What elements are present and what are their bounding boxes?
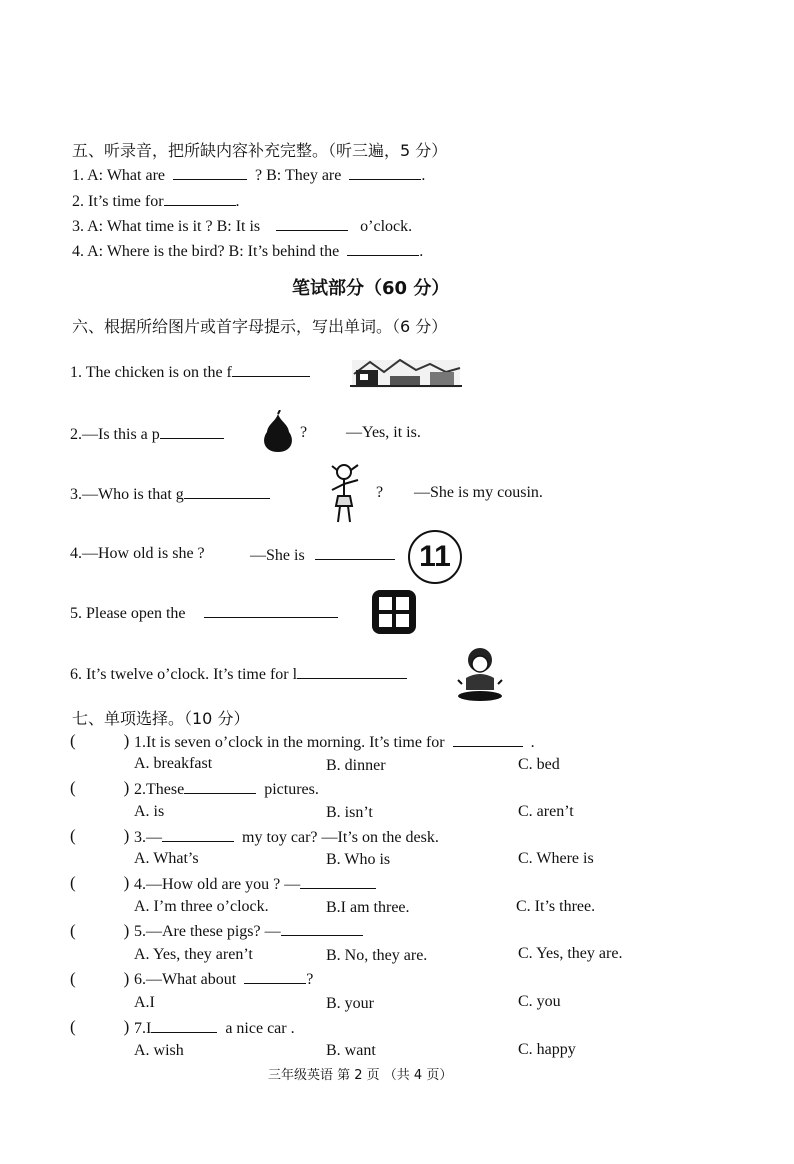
s7-q7-end: a nice car .: [225, 1020, 295, 1037]
option-c[interactable]: C. Where is: [518, 850, 594, 867]
option-c[interactable]: C. happy: [518, 1041, 576, 1058]
pear-icon: [258, 410, 298, 454]
answer-blank[interactable]: [453, 732, 523, 747]
s5-question-4: [72, 241, 423, 261]
s5-q2-end: .: [235, 193, 240, 210]
answer-paren[interactable]: [70, 969, 129, 989]
paren-close: ): [123, 778, 130, 797]
s6-q3-text: 3.—Who is that g: [70, 486, 184, 503]
s6-question-1: [70, 362, 310, 382]
answer-blank[interactable]: [315, 545, 395, 560]
section-5-header: 五、听录音，把所缺内容补充完整。（听三遍，5 分）: [72, 141, 448, 160]
s7-q4-num: 4.: [134, 876, 146, 893]
page-footer: 三年级英语 第 2 页 （共 4 页）: [268, 1068, 453, 1083]
answer-blank[interactable]: [281, 921, 363, 936]
answer-blank[interactable]: [276, 216, 348, 231]
option-a[interactable]: A. is: [134, 803, 165, 820]
paren-close: ): [123, 969, 130, 988]
paren-close: ): [123, 873, 130, 892]
s7-q1-num: 1.: [134, 734, 146, 751]
paren-open: (: [70, 1017, 76, 1036]
s6-question-5: [70, 603, 338, 623]
s7-q6-num: 6.: [134, 971, 146, 988]
s7-q6-stem: —What about: [146, 971, 237, 988]
s5-q4-text: 4. A: Where is the bird? B: It’s behind the: [72, 243, 340, 260]
s5-q3-text: 3. A: What time is it ? B: It is: [72, 218, 261, 235]
answer-paren[interactable]: [70, 826, 129, 846]
s6-q4-answer: [250, 545, 395, 565]
answer-blank[interactable]: [347, 241, 419, 256]
s7-question-3: [134, 827, 439, 847]
girl-icon: [326, 462, 364, 526]
answer-blank[interactable]: [164, 191, 236, 206]
s6-q4-answer-text: —She is: [250, 547, 305, 564]
s6-q2-mark: ?: [300, 424, 308, 441]
window-icon: [368, 586, 420, 638]
s6-q2-text: 2.—Is this a p: [70, 426, 160, 443]
s6-q4-text: 4.—How old is she ?: [70, 545, 205, 562]
s6-q3-answer: —She is my cousin.: [414, 484, 543, 501]
s6-q1-text: 1. The chicken is on the f: [70, 364, 232, 381]
s6-q3-mark: ?: [376, 484, 384, 501]
s7-q2-stem: These: [146, 781, 185, 798]
option-a[interactable]: A. I’m three o’clock.: [134, 898, 269, 915]
paren-open: (: [70, 778, 76, 797]
s6-q2-answer: —Yes, it is.: [346, 424, 421, 441]
option-a[interactable]: A. breakfast: [134, 755, 213, 772]
answer-blank[interactable]: [244, 969, 306, 984]
s7-q3-stem: —: [146, 829, 162, 846]
s7-question-5: [134, 921, 363, 941]
s7-q3-end: my toy car? —It’s on the desk.: [242, 829, 439, 846]
s5-q3-text-b: o’clock.: [360, 218, 413, 235]
s6-q5-text: 5. Please open the: [70, 605, 186, 622]
paren-close: ): [123, 921, 130, 940]
paren-open: (: [70, 731, 76, 750]
answer-blank[interactable]: [162, 827, 234, 842]
s7-q4-stem: —How old are you ? —: [146, 876, 301, 893]
option-c[interactable]: C. Yes, they are.: [518, 945, 623, 962]
s7-q7-stem: I: [146, 1020, 152, 1037]
answer-blank[interactable]: [151, 1018, 217, 1033]
option-a[interactable]: A. Yes, they aren’t: [134, 946, 253, 963]
s5-question-1: [72, 165, 425, 185]
answer-blank[interactable]: [204, 603, 338, 618]
option-b[interactable]: B. your: [326, 995, 374, 1012]
s7-q2-end: pictures.: [264, 781, 319, 798]
s5-q1-end: .: [421, 167, 426, 184]
s6-question-2: [70, 424, 224, 444]
s7-q1-stem: It is seven o’clock in the morning. It’s time for: [146, 734, 445, 751]
s6-question-6: [70, 664, 407, 684]
farm-icon: [350, 352, 462, 392]
s7-q3-num: 3.: [134, 829, 146, 846]
lunch-icon: [454, 644, 510, 706]
option-a[interactable]: A. wish: [134, 1042, 184, 1059]
answer-paren[interactable]: [70, 731, 129, 751]
option-c[interactable]: C. aren’t: [518, 803, 574, 820]
s6-question-3: [70, 484, 270, 504]
option-c[interactable]: C. bed: [518, 756, 560, 773]
s7-q5-stem: —Are these pigs? —: [146, 923, 281, 940]
paren-open: (: [70, 969, 76, 988]
s5-q1-text: 1. A: What are: [72, 167, 166, 184]
s7-question-1: [134, 732, 535, 752]
option-a[interactable]: A. What’s: [134, 850, 199, 867]
s5-question-2: [72, 191, 240, 211]
paren-open: (: [70, 921, 76, 940]
answer-paren[interactable]: [70, 1017, 129, 1037]
s5-q2-text: 2. It’s time for: [72, 193, 164, 210]
paren-open: (: [70, 826, 76, 845]
section-7-header: 七、单项选择。（10 分）: [72, 709, 250, 728]
number-eleven-icon: 11: [408, 530, 462, 584]
paren-close: ): [123, 1017, 130, 1036]
s6-q6-text: 6. It’s twelve o’clock. It’s time for l: [70, 666, 298, 683]
paren-close: ): [123, 731, 130, 750]
answer-paren[interactable]: [70, 921, 129, 941]
s7-question-2: [134, 779, 319, 799]
s7-q1-end: .: [530, 734, 535, 751]
s7-q2-num: 2.: [134, 781, 146, 798]
section-6-header: 六、根据所给图片或首字母提示，写出单词。（6 分）: [72, 317, 448, 336]
answer-blank[interactable]: [349, 165, 421, 180]
option-b[interactable]: B. No, they are.: [326, 947, 428, 964]
answer-blank[interactable]: [300, 874, 376, 889]
answer-blank[interactable]: [184, 779, 256, 794]
paren-open: (: [70, 873, 76, 892]
option-c[interactable]: C. you: [518, 993, 561, 1010]
answer-paren[interactable]: [70, 873, 129, 893]
written-part-title: 笔试部分（60 分）: [292, 278, 450, 299]
s7-question-6: [134, 969, 313, 989]
option-b[interactable]: B. want: [326, 1042, 376, 1059]
option-b[interactable]: B. isn’t: [326, 804, 373, 821]
option-b[interactable]: B. Who is: [326, 851, 391, 868]
s7-q5-num: 5.: [134, 923, 146, 940]
s7-question-4: [134, 874, 376, 894]
s7-q6-end: ?: [306, 971, 314, 988]
option-a[interactable]: A.I: [134, 994, 155, 1011]
answer-blank[interactable]: [160, 424, 224, 439]
option-c[interactable]: C. It’s three.: [516, 898, 596, 915]
s5-question-3: [72, 216, 412, 236]
option-b[interactable]: B.I am three.: [326, 899, 410, 916]
option-b[interactable]: B. dinner: [326, 757, 386, 774]
s5-q4-end: .: [419, 243, 424, 260]
s7-question-7: [134, 1018, 295, 1038]
answer-paren[interactable]: [70, 778, 129, 798]
answer-blank[interactable]: [297, 664, 407, 679]
answer-blank[interactable]: [232, 362, 310, 377]
answer-blank[interactable]: [173, 165, 247, 180]
s7-q7-num: 7.: [134, 1020, 146, 1037]
answer-blank[interactable]: [184, 484, 270, 499]
paren-close: ): [123, 826, 130, 845]
s5-q1-text-b: ? B: They are: [255, 167, 342, 184]
s6-question-4: [70, 545, 205, 563]
